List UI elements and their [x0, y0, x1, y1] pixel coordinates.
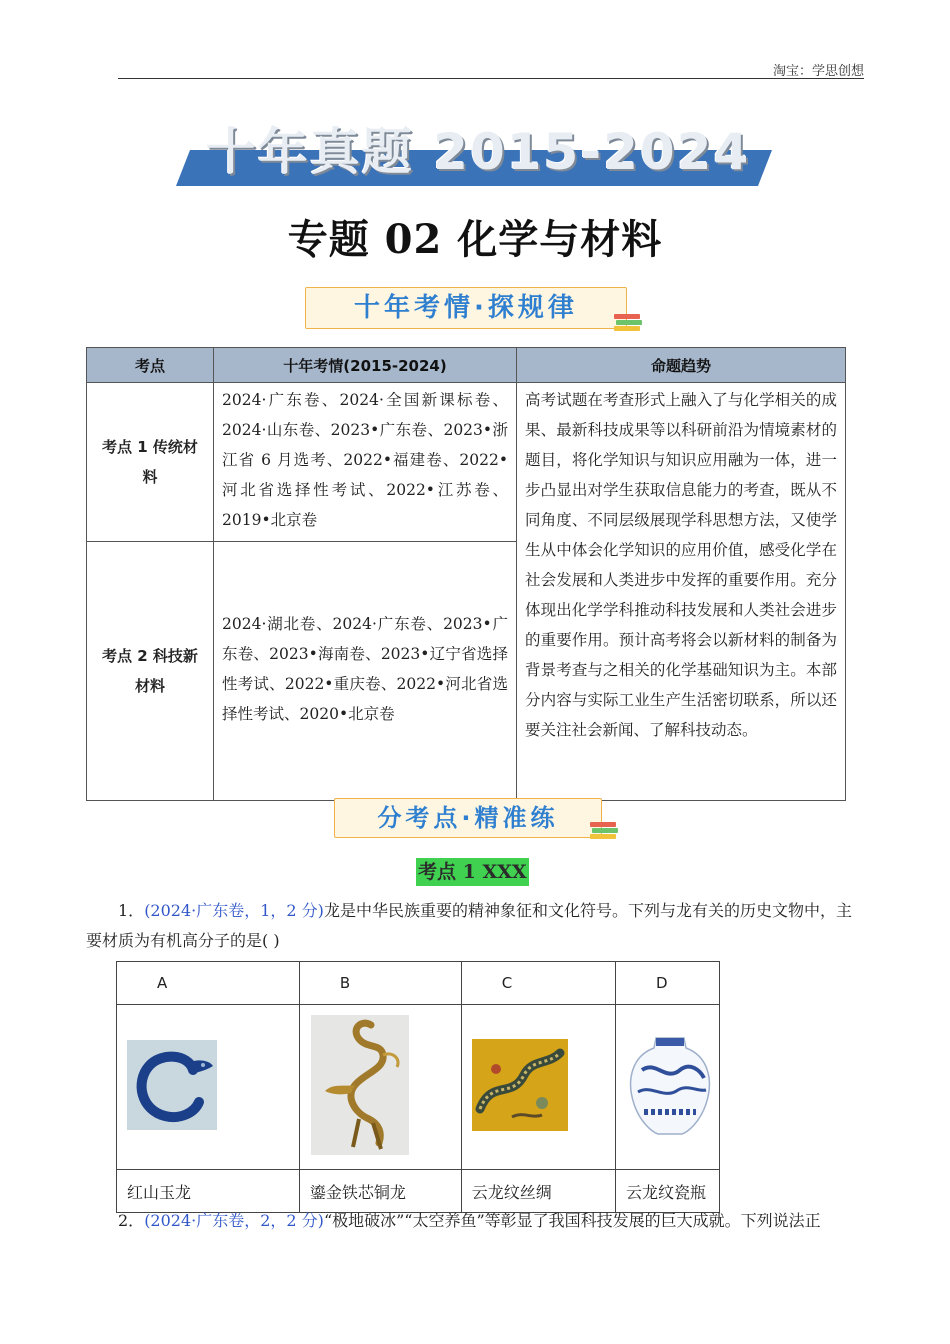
question-number: 2． [118, 1211, 145, 1230]
question-source: (2024·广东卷，1，2 分) [144, 901, 324, 920]
option-image-cell [616, 1005, 720, 1170]
question-stem: “极地破冰”“太空养鱼”等彰显了我国科技发展的巨大成就。下列说法正 [323, 1211, 821, 1230]
option-name: 鎏金铁芯铜龙 [299, 1170, 461, 1213]
question-source: (2024·广东卷，2，2 分) [144, 1211, 324, 1230]
banner-title: 十年真题 2015-2024 [205, 123, 751, 181]
option-image-cell [299, 1005, 461, 1170]
option-image-cell [117, 1005, 300, 1170]
exam-overview-table [86, 347, 846, 801]
books-icon [614, 314, 642, 334]
page-title: 专题 02 化学与材料 [287, 216, 663, 263]
section-heading: 考点 1 XXX [416, 858, 529, 886]
table-row [87, 383, 846, 542]
table-header-row [87, 348, 846, 383]
question-2 [118, 1206, 878, 1236]
header-trend: 命题趋势 [517, 348, 846, 383]
trend-cell: 高考试题在考查形式上融入了与化学相关的成果、最新科技成果等以科研前沿为情境素材的题目，将化学知识与知识应用融为一体，进一步凸显出对学生获取信息能力的考查，既从不同角度、不同层级展现学科思想方法，又使学生从中体会化学知识的应用价值，感受化学在社会发展和人类进步中发挥的重要作用。充分体现出化学学科推动科技发展和人类社会进步的重要作用。预计高考将会以新材料的制备为背景考查与之相关的化学基础知识为主。本部分内容与实际工业生产生活密切联系，所以还要关注社会新闻、了解科技动态。 [517, 383, 846, 801]
section-ribbon-practice: 分考点·精准练 [334, 798, 602, 838]
header-point: 考点 [87, 348, 214, 383]
section-ribbon-trends: 十年考情·探规律 [305, 287, 627, 329]
question-1 [86, 896, 866, 956]
header-divider [118, 78, 864, 79]
years-cell: 2024·湖北卷、2024·广东卷、2023•广东卷、2023•海南卷、2023•辽宁省选择性考试、2022•重庆卷、2022•河北省选择性考试、2020•北京卷 [214, 542, 517, 801]
option-name: 云龙纹瓷瓶 [616, 1170, 720, 1213]
porcelain-vase-icon [622, 1030, 718, 1140]
option-name: 云龙纹丝绸 [461, 1170, 615, 1213]
question-number: 1． [118, 901, 145, 920]
point-cell: 考点 2 科技新材料 [87, 542, 214, 801]
options-image-row [117, 1005, 720, 1170]
question-stem: 龙是中华民族重要的精神象征和文化符号。下列与龙有关的历史文物中，主要材质为有机高分子的是( ) [86, 901, 852, 950]
header-years: 十年考情(2015-2024) [214, 348, 517, 383]
options-letter-row [117, 962, 720, 1005]
silk-dragon-icon [472, 1039, 568, 1131]
option-letter: A [117, 962, 300, 1005]
option-letter: C [461, 962, 615, 1005]
option-letter: B [299, 962, 461, 1005]
jade-dragon-icon [127, 1040, 217, 1130]
books-icon [590, 822, 618, 842]
option-image-cell [461, 1005, 615, 1170]
gilt-bronze-dragon-icon [311, 1015, 409, 1155]
header-note: 淘宝：学思创想 [772, 64, 864, 79]
option-letter: D [616, 962, 720, 1005]
years-cell: 2024·广东卷、2024·全国新课标卷、2024·山东卷、2023•广东卷、2023•浙江省 6 月选考、2022•福建卷、2022•河北省选择性考试、2022•江苏卷、2019•北京卷 [214, 383, 517, 542]
option-name: 红山玉龙 [117, 1170, 300, 1213]
point-cell: 考点 1 传统材料 [87, 383, 214, 542]
options-table [116, 961, 720, 1213]
